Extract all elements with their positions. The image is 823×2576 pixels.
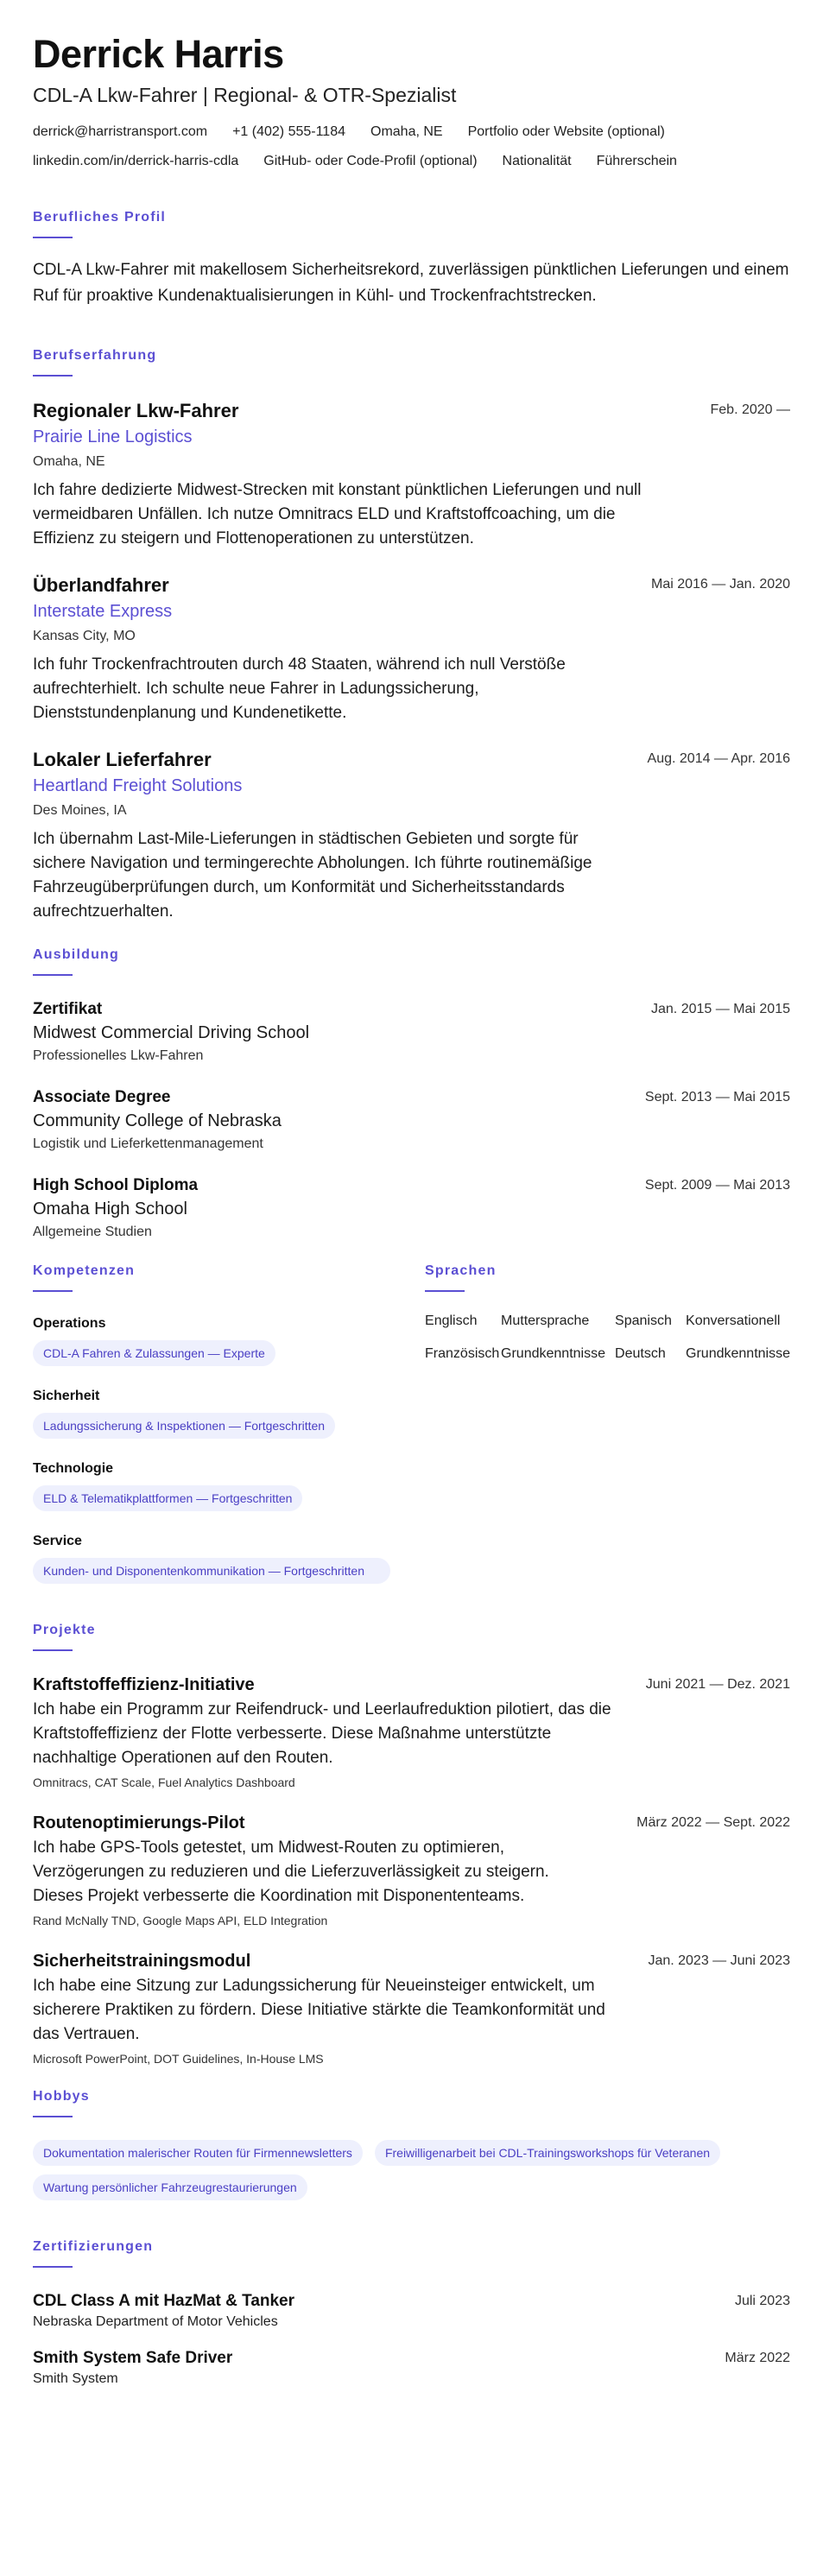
job-location: Des Moines, IA [33,803,127,818]
languages-section [425,1263,790,1584]
job-entry [33,573,790,725]
hobbies-section [33,2088,790,2200]
certification-name: CDL Class A mit HazMat & Tanker [33,2292,295,2310]
education-date: Jan. 2015 — Mai 2015 [651,1002,790,1016]
section-title: Berufserfahrung [33,348,157,363]
job-entry [33,399,790,551]
education-section [33,946,790,1242]
job-title: Regionaler Lkw-Fahrer [33,400,239,421]
contact-license: Führerschein [596,154,677,168]
project-entry [33,1812,790,1929]
certifications-section [33,2238,790,2389]
project-date: Jan. 2023 — Juni 2023 [648,1953,790,1968]
contact-location: Omaha, NE [370,124,443,139]
project-technologies: Rand McNally TND, Google Maps API, ELD Integration [33,1914,328,1927]
project-title: Kraftstoffeffizienz-Initiative [33,1675,255,1694]
section-title: Sprachen [425,1263,497,1278]
skill-pill: Kunden- und Disponentenkommunikation — Fortgeschritten [33,1558,390,1584]
candidate-name: Derrick Harris [33,32,284,76]
projects-section [33,1622,790,2067]
job-title: Überlandfahrer [33,574,169,596]
education-field: Logistik und Lieferkettenmanagement [33,1136,263,1151]
profile-section [33,209,790,309]
skill-group [33,1314,390,1366]
job-description: Ich fuhr Trockenfrachtrouten durch 48 Staaten, während ich null Verstöße aufrechterhielt. Ich schulte neue Fahrer in Ladungssicherung, Dienststundenplanung und Kundenetikette. [33,655,566,722]
profile-summary: CDL-A Lkw-Fahrer mit makellosem Sicherheitsrekord, zuverlässigen pünktlichen Lieferungen und einem Ruf für proaktive Kundenaktualisierungen in Kühl- und Trockenfrachtstrecken. [33,261,789,305]
education-field: Allgemeine Studien [33,1225,152,1239]
language-name: Englisch [425,1313,478,1328]
section-title: Hobbys [33,2089,90,2104]
section-title: Ausbildung [33,947,119,962]
job-date: Feb. 2020 — [710,402,790,417]
section-title: Projekte [33,1623,96,1637]
language-name: Spanisch [615,1313,672,1328]
skills-languages-row [33,1263,790,1584]
candidate-headline: CDL-A Lkw-Fahrer | Regional- & OTR-Spezialist [33,84,457,106]
certification-name: Smith System Safe Driver [33,2349,233,2367]
education-degree: Zertifikat [33,1000,103,1018]
project-technologies: Microsoft PowerPoint, DOT Guidelines, In-House LMS [33,2052,324,2066]
education-entry [33,998,790,1066]
skill-category: Service [33,1534,82,1548]
project-title: Sicherheitstrainingsmodul [33,1952,251,1971]
job-location: Omaha, NE [33,454,105,469]
project-title: Routenoptimierungs-Pilot [33,1813,245,1832]
project-description: Ich habe GPS-Tools getestet, um Midwest-Routen zu optimieren, Verzögerungen zu reduzieren und die Lieferzuverlässigkeit zu steigern. Dieses Projekt verbesserte die Koordination mit Disponententeams. [33,1839,549,1905]
language-level: Grundkenntnisse [686,1346,790,1361]
certification-date: März 2022 [725,2351,790,2365]
contact-github[interactable]: GitHub- oder Code-Profil (optional) [263,154,478,168]
contact-nationality: Nationalität [502,154,572,168]
education-degree: Associate Degree [33,1088,171,1106]
skill-pill: CDL-A Fahren & Zulassungen — Experte [33,1340,275,1366]
education-entry [33,1174,790,1242]
education-school: Omaha High School [33,1199,187,1218]
project-date: Juni 2021 — Dez. 2021 [645,1677,790,1692]
education-school: Midwest Commercial Driving School [33,1023,310,1042]
hobby-pill: Dokumentation malerischer Routen für Firmennewsletters [33,2140,363,2166]
experience-section [33,347,790,924]
contact-portfolio[interactable]: Portfolio oder Website (optional) [467,124,665,139]
contact-phone[interactable]: +1 (402) 555-1184 [232,124,345,139]
skill-group [33,1387,390,1439]
job-date: Aug. 2014 — Apr. 2016 [647,751,790,766]
language-level: Konversationell [686,1313,781,1328]
section-divider [33,375,73,377]
project-description: Ich habe eine Sitzung zur Ladungssicherung für Neueinsteiger entwickelt, um sicherere Praktiken zu fördern. Diese Initiative stärkte die Teamkonformität und das Vertrauen. [33,1977,605,2043]
language-name: Deutsch [615,1346,666,1361]
job-description: Ich fahre dedizierte Midwest-Strecken mit konstant pünktlichen Lieferungen und null vermeidbaren Unfällen. Ich nutze Omnitracs ELD und Kraftstoffcoaching, um die Effizienz zu steigern und Flottenoperationen zu unterstützen. [33,481,642,547]
project-description: Ich habe ein Programm zur Reifendruck- und Leerlaufreduktion pilotiert, das die Kraftstoffeffizienz der Flotte verbesserte. Diese Maßnahme unterstützte nachhaltige Operationen auf den Routen. [33,1700,611,1767]
project-entry [33,1674,790,1791]
job-date: Mai 2016 — Jan. 2020 [651,577,790,592]
skill-category: Operations [33,1316,106,1331]
contact-email[interactable]: derrick@harristransport.com [33,124,208,139]
language-level: Muttersprache [501,1313,590,1328]
education-school: Community College of Nebraska [33,1111,282,1130]
job-description: Ich übernahm Last-Mile-Lieferungen in städtischen Gebieten und sorgte für sichere Navigation und termingerechte Abholungen. Ich führte routinemäßige Fahrzeugüberprüfungen durch, um Konformität und Sicherheitsstandards aufrechtzuerhalten. [33,830,592,921]
education-date: Sept. 2013 — Mai 2015 [644,1090,790,1104]
certification-date: Juli 2023 [734,2294,790,2308]
skill-pill: Ladungssicherung & Inspektionen — Fortgeschritten [33,1413,335,1439]
skill-group [33,1459,390,1511]
skill-group [33,1532,390,1584]
section-title: Zertifizierungen [33,2239,154,2254]
certification-issuer: Nebraska Department of Motor Vehicles [33,2314,278,2329]
skills-section [33,1263,425,1584]
education-entry [33,1086,790,1154]
language-name: Französisch [425,1346,500,1361]
education-field: Professionelles Lkw-Fahren [33,1048,204,1063]
job-title: Lokaler Lieferfahrer [33,749,212,770]
section-divider [33,2116,73,2117]
certification-issuer: Smith System [33,2371,118,2386]
section-title: Berufliches Profil [33,210,167,225]
resume-header [33,31,790,171]
skill-category: Sicherheit [33,1389,100,1403]
hobby-pill: Wartung persönlicher Fahrzeugrestaurierungen [33,2174,307,2200]
contact-list [33,123,790,171]
job-entry [33,748,790,924]
section-title: Kompetenzen [33,1263,136,1278]
section-divider [33,2266,73,2268]
job-company: Prairie Line Logistics [33,427,193,446]
job-company: Heartland Freight Solutions [33,776,243,795]
education-date: Sept. 2009 — Mai 2013 [644,1178,790,1193]
project-technologies: Omnitracs, CAT Scale, Fuel Analytics Dashboard [33,1775,295,1789]
contact-linkedin[interactable]: linkedin.com/in/derrick-harris-cdla [33,154,239,168]
skill-category: Technologie [33,1461,114,1476]
section-divider [33,237,73,238]
hobby-list [33,2140,790,2200]
section-divider [33,974,73,976]
language-level: Grundkenntnisse [501,1346,605,1361]
project-entry [33,1950,790,2067]
hobby-pill: Freiwilligenarbeit bei CDL-Trainingsworkshops für Veteranen [375,2140,720,2166]
section-divider [425,1290,465,1292]
certification-entry [33,2290,790,2332]
education-degree: High School Diploma [33,1176,199,1194]
skill-pill: ELD & Telematikplattformen — Fortgeschritten [33,1485,302,1511]
language-list [425,1313,790,1363]
section-divider [33,1290,73,1292]
job-location: Kansas City, MO [33,629,136,643]
job-company: Interstate Express [33,602,173,621]
section-divider [33,1649,73,1651]
project-date: März 2022 — Sept. 2022 [636,1815,790,1830]
certification-entry [33,2347,790,2389]
